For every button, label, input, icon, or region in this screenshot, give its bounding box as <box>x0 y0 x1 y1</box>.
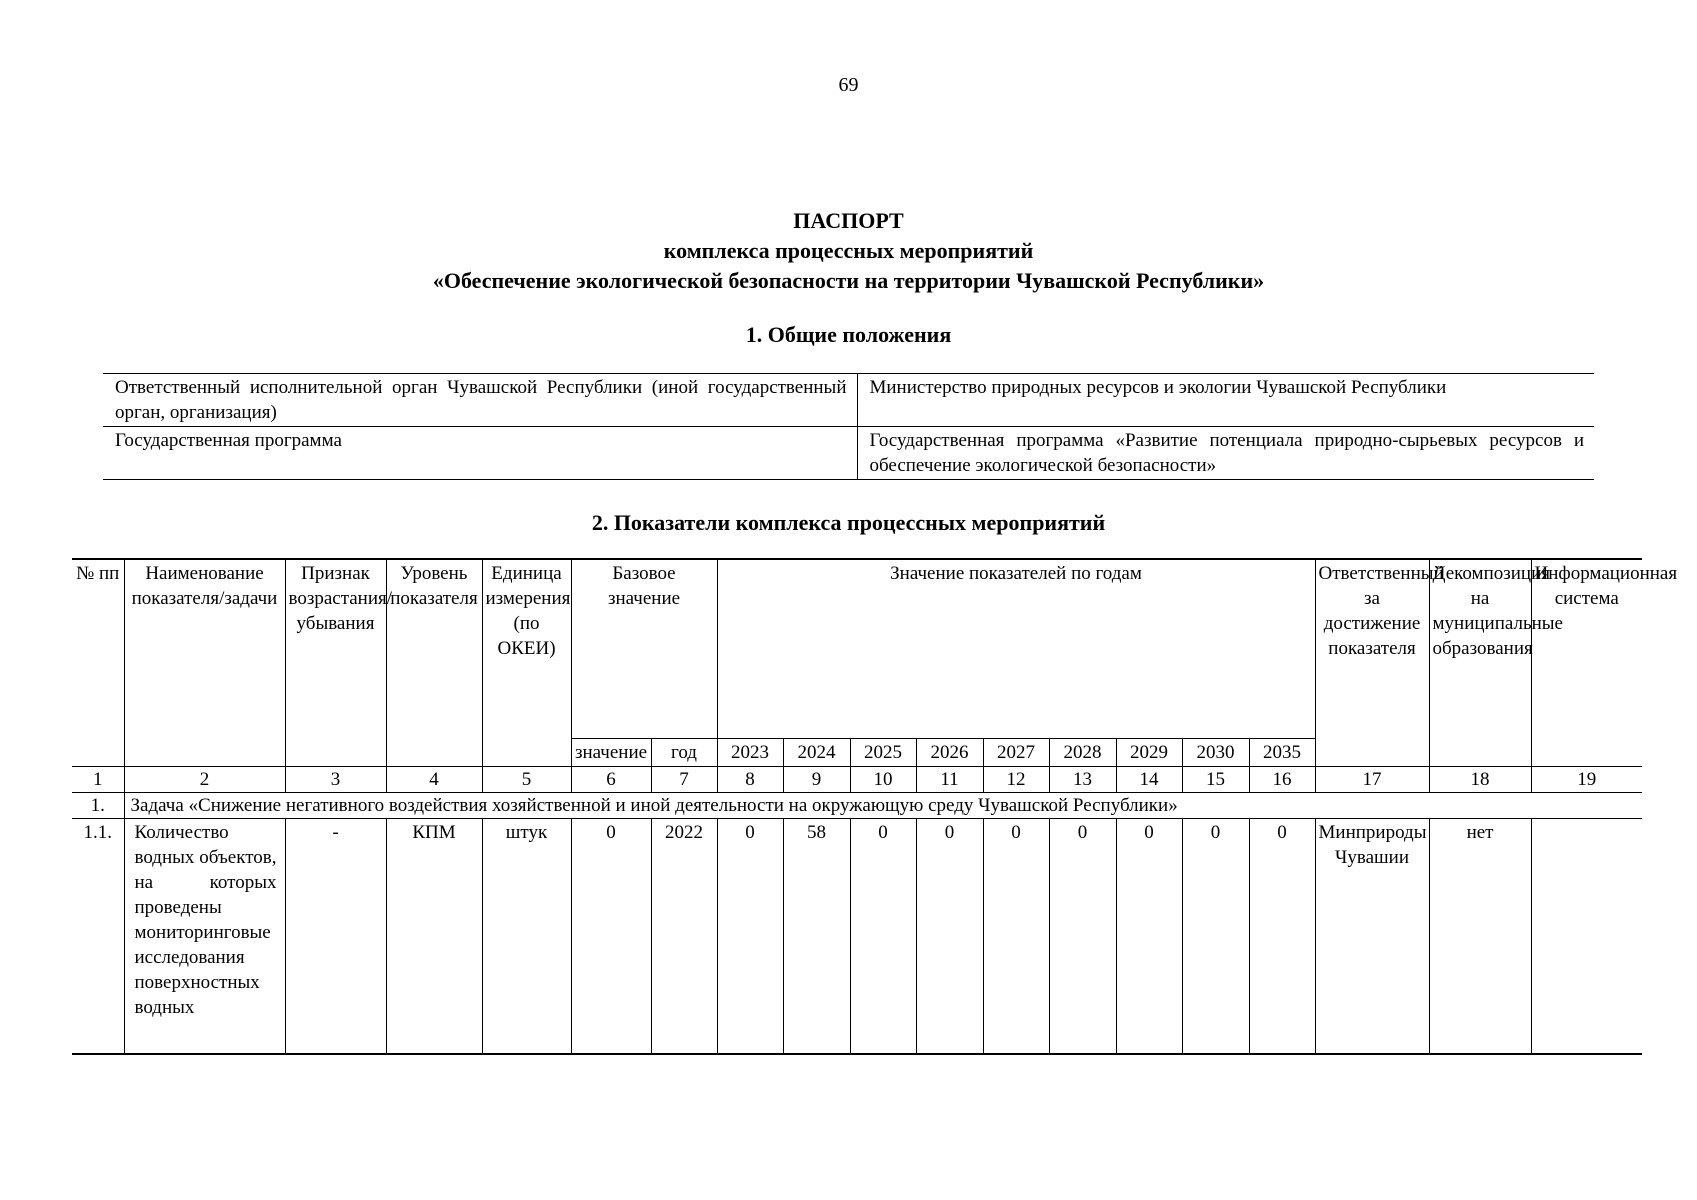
header-year: 2028 <box>1049 739 1116 767</box>
task-num: 1. <box>72 793 124 819</box>
header-year: 2025 <box>850 739 916 767</box>
indicator-year-value: 0 <box>717 819 783 1055</box>
column-number: 9 <box>783 767 850 793</box>
general-row <box>103 427 1594 480</box>
indicator-year-value: 0 <box>850 819 916 1055</box>
column-number: 17 <box>1315 767 1429 793</box>
document-title <box>0 206 1697 296</box>
header-infosystem: Информационная система <box>1531 559 1642 767</box>
column-number: 10 <box>850 767 916 793</box>
header-year: 2030 <box>1182 739 1249 767</box>
indicator-responsible: Минприроды Чувашии <box>1315 819 1429 1055</box>
header-year: 2024 <box>783 739 850 767</box>
column-number: 2 <box>124 767 285 793</box>
column-number: 13 <box>1049 767 1116 793</box>
header-base: Базовое значение <box>571 559 717 739</box>
indicator-year-value: 0 <box>916 819 983 1055</box>
column-number: 4 <box>386 767 482 793</box>
indicator-base-value: 0 <box>571 819 651 1055</box>
indicator-unit: штук <box>482 819 571 1055</box>
indicator-level: КПМ <box>386 819 482 1055</box>
section-2-heading: 2. Показатели комплекса процессных мероприятий <box>591 510 1106 535</box>
header-name: Наименование показателя/задачи <box>124 559 285 767</box>
indicator-year-value: 58 <box>783 819 850 1055</box>
indicator-num: 1.1. <box>72 819 124 1055</box>
indicator-year-value: 0 <box>1049 819 1116 1055</box>
general-label: Государственная программа <box>103 427 857 480</box>
indicator-year-value: 0 <box>983 819 1049 1055</box>
column-number: 12 <box>983 767 1049 793</box>
header-responsible: Ответственный за достижение показателя <box>1315 559 1429 767</box>
column-number: 11 <box>916 767 983 793</box>
column-number: 14 <box>1116 767 1182 793</box>
indicator-year-value: 0 <box>1182 819 1249 1055</box>
header-num: № пп <box>72 559 124 767</box>
header-level: Уровень показателя <box>386 559 482 767</box>
column-number: 7 <box>651 767 717 793</box>
header-base-value: значение <box>571 739 651 767</box>
column-number: 1 <box>72 767 124 793</box>
indicator-sign: - <box>285 819 386 1055</box>
header-base-year: год <box>651 739 717 767</box>
general-label: Ответственный исполнительной орган Чувашской Республики (иной государственный орган, организация) <box>103 374 857 427</box>
indicators-table <box>72 558 1678 1055</box>
column-number: 18 <box>1429 767 1531 793</box>
title-line-2: комплекса процессных мероприятий <box>663 238 1034 263</box>
indicator-name: Количество водных объектов, на которых проведены мониторинговые исследования поверхностных водных <box>124 819 285 1055</box>
indicator-decomposition: нет <box>1429 819 1531 1055</box>
header-unit: Единица измерения (по ОКЕИ) <box>482 559 571 767</box>
header-row <box>72 559 1642 739</box>
section-1-heading: 1. Общие положения <box>745 322 952 347</box>
general-row <box>103 374 1594 427</box>
task-row <box>72 793 1642 819</box>
header-year: 2035 <box>1249 739 1315 767</box>
task-text: Задача «Снижение негативного воздействия хозяйственной и иной деятельности на окружающую среду Чувашской Республики» <box>124 793 1642 819</box>
title-line-3: «Обеспечение экологической безопасности на территории Чувашской Республики» <box>432 268 1265 293</box>
column-number: 16 <box>1249 767 1315 793</box>
indicator-infosystem <box>1531 819 1642 1055</box>
general-value: Государственная программа «Развитие потенциала природно-сырьевых ресурсов и обеспечение экологической безопасности» <box>869 430 1584 476</box>
page-number: 69 <box>838 74 859 96</box>
header-sign: Признак возрастания/ убывания <box>285 559 386 767</box>
header-years-group: Значение показателей по годам <box>717 559 1315 739</box>
general-value: Министерство природных ресурсов и экологии Чувашской Республики <box>869 377 1447 398</box>
title-line-1: ПАСПОРТ <box>793 208 904 233</box>
column-number-row <box>72 767 1642 793</box>
indicator-year-value: 0 <box>1249 819 1315 1055</box>
header-decomposition: Декомпозиция на муниципальные образования <box>1429 559 1531 767</box>
column-number: 5 <box>482 767 571 793</box>
header-year: 2023 <box>717 739 783 767</box>
header-year: 2027 <box>983 739 1049 767</box>
header-year: 2026 <box>916 739 983 767</box>
indicator-year-value: 0 <box>1116 819 1182 1055</box>
indicator-base-year: 2022 <box>651 819 717 1055</box>
column-number: 3 <box>285 767 386 793</box>
indicator-row <box>72 819 1642 1055</box>
column-number: 8 <box>717 767 783 793</box>
header-year: 2029 <box>1116 739 1182 767</box>
column-number: 19 <box>1531 767 1642 793</box>
column-number: 6 <box>571 767 651 793</box>
general-provisions-table <box>103 373 1594 480</box>
column-number: 15 <box>1182 767 1249 793</box>
